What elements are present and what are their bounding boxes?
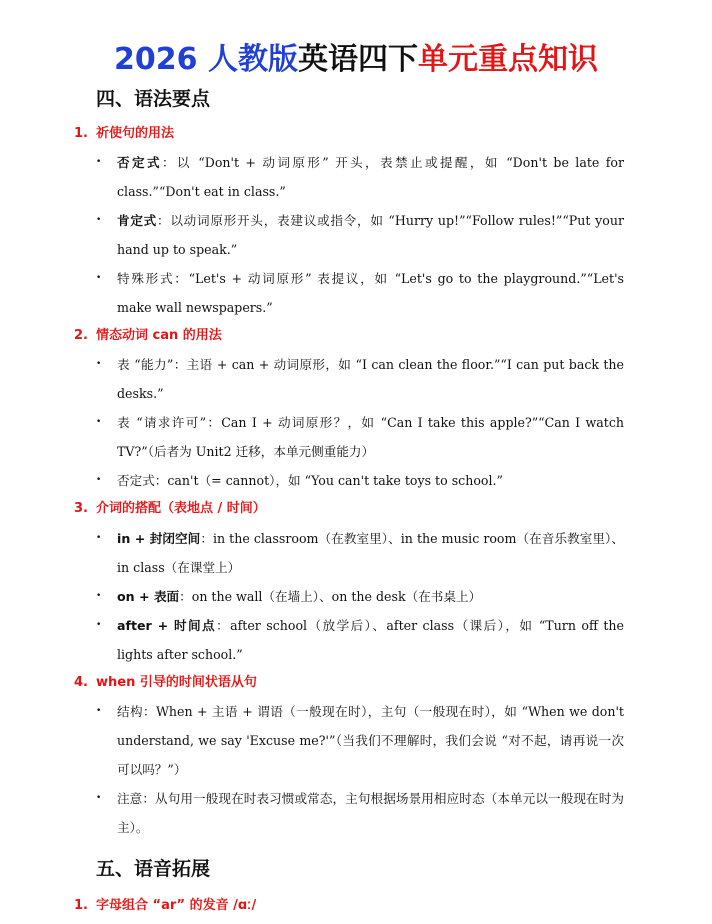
list-item [96,582,624,611]
subsection-prepositions [74,499,266,519]
page-title [0,40,712,80]
item-text: ：on the wall（在墙上）、on the desk（在书桌上） [179,589,482,604]
subsection-number: 3. [74,501,88,516]
item-label: after + 时间点 [117,618,217,633]
subsection-title: 介词的搭配（表地点 / 时间） [96,501,266,516]
list-item [96,784,624,842]
subsection-number: 2. [74,328,88,343]
bullet-icon: • [96,215,102,225]
list-item [96,524,624,582]
subsection-title: 字母组合 “ar” 的发音 /ɑː/ [96,898,257,913]
title-part-subject: 英语四下 [297,42,418,77]
bullet-icon: • [96,417,102,427]
item-text: 结构：When + 主语 + 谓语（一般现在时），主句（一般现在时），如 “When we don't understand, we say 'Excuse me?'”（当我们不理解时，我们会说 “对不起，请再说一次可以吗？”） [117,704,624,777]
item-label: on + 表面 [117,589,180,604]
subsection-imperative [74,124,174,144]
item-text: 否定式：can't（= cannot），如 “You can't take toys to school.” [117,473,503,488]
bullet-icon: • [96,620,102,630]
item-text: ：以动词原形开头，表建议或指令，如 “Hurry up!”“Follow rules!”“Put your hand up to speak.” [117,213,624,257]
list-item [96,697,624,784]
item-text: 特殊形式：“Let's + 动词原形” 表提议，如 “Let's go to the playground.”“Let's make wall newspapers.” [117,271,624,315]
subsection-ar-sound [74,896,256,916]
subsection-title: 情态动词 can 的用法 [96,328,222,343]
list-item [96,206,624,264]
section-heading-phonics: 五、语音拓展 [96,858,211,880]
bullet-icon: • [96,706,102,716]
bullet-icon: • [96,273,102,283]
title-part-edition: 2026 人教版 [114,42,298,77]
list-item [96,148,624,206]
bullet-icon: • [96,591,102,601]
list-item [96,611,624,669]
list-item [96,350,624,408]
section-heading-grammar: 四、语法要点 [96,88,211,110]
item-text: 表 “请求许可”：Can I + 动词原形？，如 “Can I take this apple?”“Can I watch TV?”（后者为 Unit2 迁移，本单元侧重能力） [117,415,624,459]
item-label: 否定式 [117,155,162,170]
bullet-icon: • [96,475,102,485]
item-text: ：in the classroom（在教室里）、in the music room（在音乐教室里）、in class（在课堂上） [117,531,624,575]
item-text: ：after school（放学后）、after class（课后），如 “Turn off the lights after school.” [117,618,624,662]
subsection-number: 1. [74,126,88,141]
subsection-when-clause [74,673,257,693]
list-item [96,264,624,322]
subsection-title: when 引导的时间状语从句 [96,675,257,690]
list-item [96,408,624,466]
item-text: 表 “能力”：主语 + can + 动词原形，如 “I can clean the floor.”“I can put back the desks.” [117,357,624,401]
title-part-topic: 单元重点知识 [417,42,598,77]
item-text: ：以 “Don't + 动词原形” 开头，表禁止或提醒，如 “Don't be late for class.”“Don't eat in class.” [117,155,624,199]
bullet-icon: • [96,359,102,369]
bullet-icon: • [96,793,102,803]
subsection-number: 1. [74,898,88,913]
subsection-title: 祈使句的用法 [96,126,175,141]
item-label: in + 封闭空间 [117,531,201,546]
item-label: 肯定式 [117,213,158,228]
subsection-modal-can [74,326,222,346]
bullet-icon: • [96,533,102,543]
subsection-number: 4. [74,675,88,690]
list-item [96,466,624,495]
bullet-icon: • [96,157,102,167]
item-text: 注意：从句用一般现在时表习惯或常态，主句根据场景用相应时态（本单元以一般现在时为主）。 [117,791,624,835]
